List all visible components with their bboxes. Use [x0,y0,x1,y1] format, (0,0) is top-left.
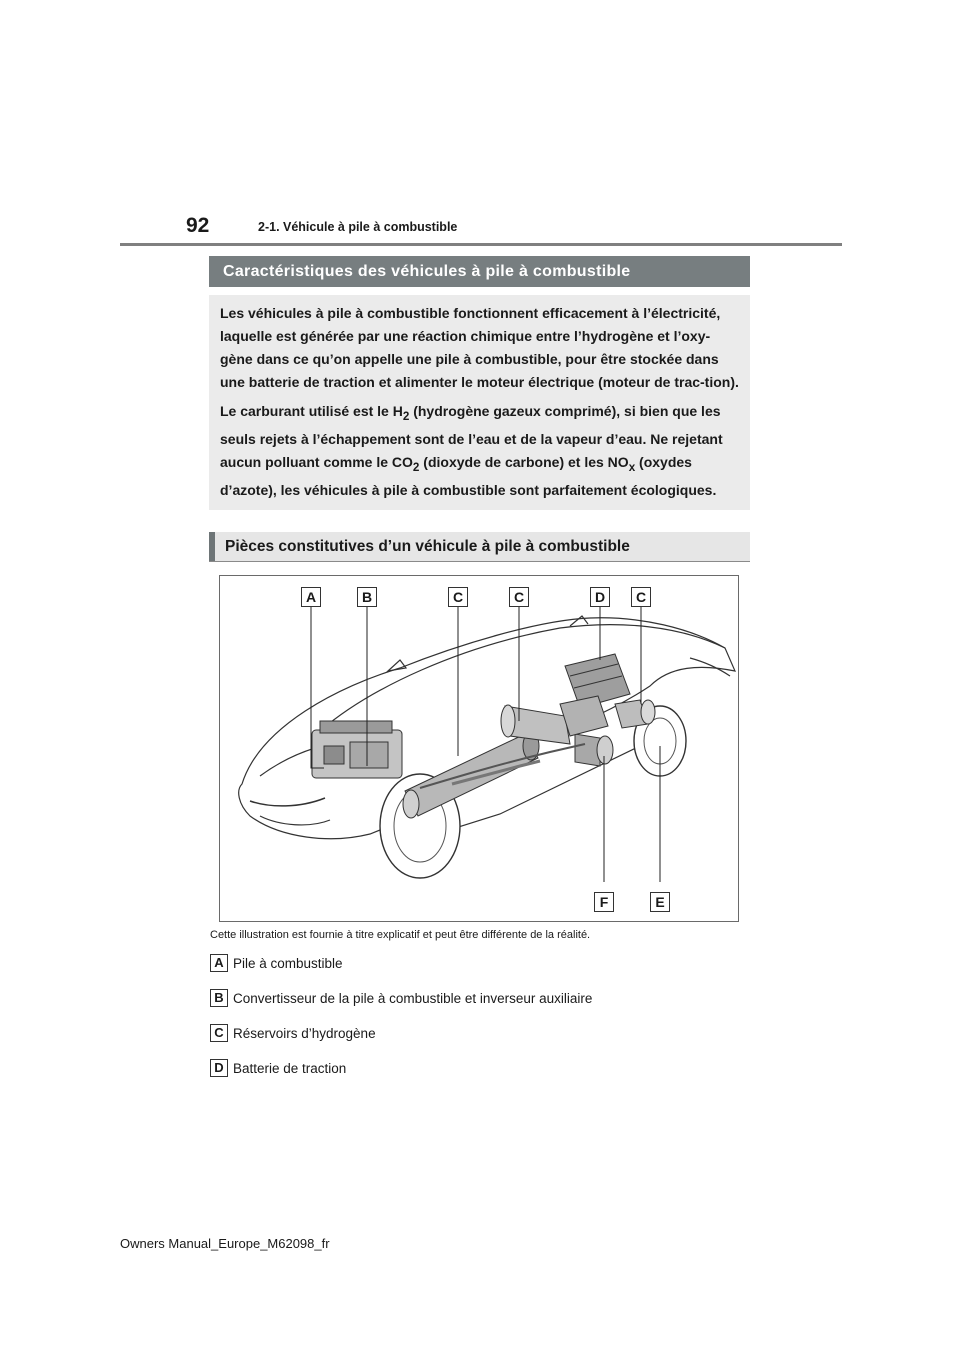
figure-caption: Cette illustration est fournie à titre explicatif et peut être différente de la réalité. [210,929,591,941]
callout-c-rear-tank: C [631,587,651,607]
subscript: 2 [412,460,420,474]
callout-c-main-tank: C [448,587,468,607]
car-headlight [250,798,325,806]
callout-e: E [650,892,670,912]
section-title-banner: Caractéristiques des véhicules à pile à combustible [209,256,750,287]
intro-paragraph-2 [220,400,740,502]
callout-f: F [594,892,614,912]
legend-text: Réservoirs d’hydrogène [233,1025,376,1041]
car-antenna [570,616,588,626]
legend-text: Pile à combustible [233,955,343,971]
legend-key: D [210,1059,228,1077]
legend-key: A [210,954,228,972]
legend-key: B [210,989,228,1007]
intro-text-part: (hydrogène gazeux comprimé), si bien que les seuls rejets à l’échappement sont de l’eau et de la vapeur d’eau. Ne rejetant aucun polluant comme le CO [220,403,723,470]
intro-text-part: Le carburant utilisé est le H [220,403,403,419]
legend-item [210,953,343,973]
sub-heading-underline [209,561,750,562]
callout-c-second-tank: C [509,587,529,607]
intro-text-part: (dioxyde de carbone) et les NO [419,453,629,470]
callout-b: B [357,587,377,607]
intro-text-part: (oxydes d’azote), les véhicules à pile à combustible sont parfaitement écologiques. [220,453,717,498]
hydrogen-tank-second [501,705,570,744]
header-rule [120,243,842,246]
page-footer: Owners Manual_Europe_M62098_fr [120,1236,330,1251]
subscript: 2 [402,409,410,423]
callout-d: D [590,587,610,607]
legend-text: Batterie de traction [233,1060,347,1076]
intro-box [209,295,750,510]
vehicle-components-figure [219,575,739,922]
legend-item [210,1058,346,1078]
legend-item [210,1023,376,1043]
legend-item [210,988,592,1008]
legend-key: C [210,1024,228,1042]
section-reference: 2-1. Véhicule à pile à combustible [258,220,458,234]
intro-paragraph-1: Les véhicules à pile à combustible fonctionnent efficacement à l’électricité, laquelle est générée par une réaction chimique entre l’hydrogène et l’oxy-gène dans ce qu’on appelle une pile à combustible, pour être stockée dans une batterie de traction et alimenter le moteur électrique (moteur de trac-tion). [220,305,739,390]
vehicle-illustration [220,576,739,922]
car-mirror [388,660,406,671]
subscript: x [628,460,636,474]
car-grille [260,816,330,825]
sub-heading: Pièces constitutives d’un véhicule à pile à combustible [209,532,750,561]
car-taillight [690,658,730,676]
page-number: 92 [186,214,210,237]
legend-text: Convertisseur de la pile à combustible et inverseur auxiliaire [233,990,593,1006]
callout-a: A [301,587,321,607]
fuel-cell-stack [312,721,402,778]
